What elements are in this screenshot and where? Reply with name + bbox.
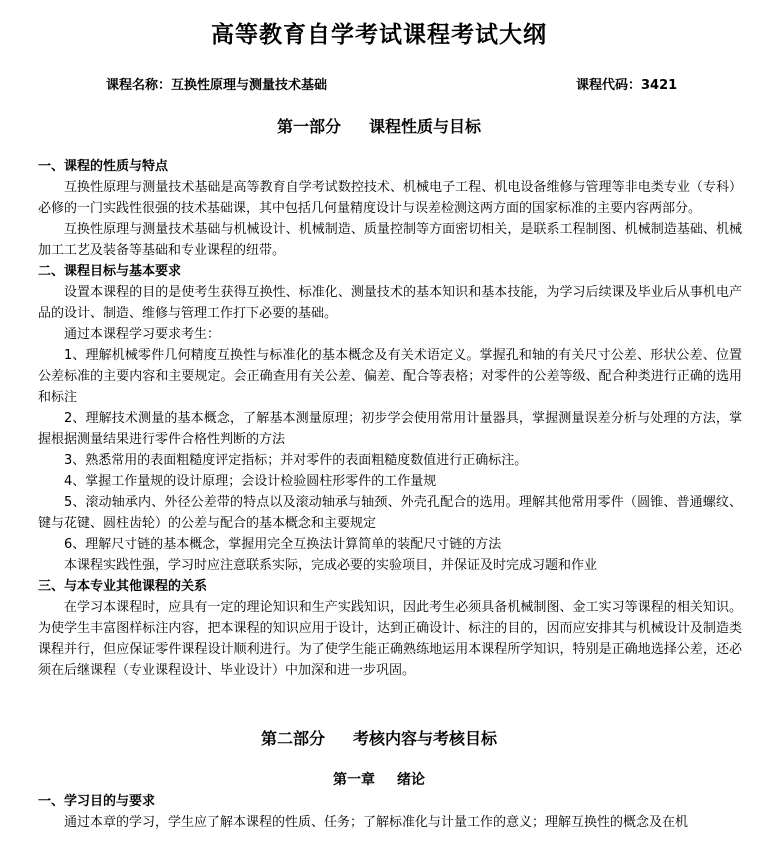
part-two-title: 考核内容与考核目标	[353, 729, 498, 748]
chapter-title: 绪论	[397, 772, 425, 788]
list-item: 3、熟悉常用的表面粗糙度评定指标；并对零件的表面粗糙度数值进行正确标注。	[64, 453, 528, 468]
list-item: 2、理解技术测量的基本概念，了解基本测量原理；初步学会使用常用计量器具，掌握测量误差分析与处理的方法，掌握根据测量结果进行零件合格性判断的方法	[38, 411, 742, 447]
course-code: 课程代码：3421	[576, 78, 678, 93]
list-item: 5、滚动轴承内、外径公差带的特点以及滚动轴承与轴颈、外壳孔配合的选用。理解其他常用零件（圆锥、普通螺纹、键与花键、圆柱齿轮）的公差与配合的基本概念和主要规定	[38, 495, 742, 531]
list-item: 4、掌握工作量规的设计原理；会设计检验圆柱形零件的工作量规	[64, 474, 437, 489]
section-heading: 一、学习目的与要求	[38, 794, 156, 809]
paragraph: 通过本章的学习，学生应了解本课程的性质、任务；了解标准化与计量工作的意义；理解互换性的概念及在机	[64, 815, 689, 830]
section-heading: 一、课程的性质与特点	[38, 159, 169, 174]
list-item: 6、理解尺寸链的基本概念，掌握用完全互换法计算简单的装配尺寸链的方法	[64, 537, 502, 552]
paragraph: 互换性原理与测量技术基础是高等教育自学考试数控技术、机械电子工程、机电设备维修与管理等非电类专业（专科）必修的一门实践性很强的技术基础课，其中包括几何量精度设计与误差检测这两方面的国家标准的主要内容两部分。	[38, 180, 742, 216]
chapter-number: 第一章	[333, 772, 375, 788]
course-name: 课程名称：互换性原理与测量技术基础	[106, 78, 328, 93]
paragraph: 通过本课程学习要求考生：	[64, 327, 221, 342]
section-heading: 二、课程目标与基本要求	[38, 264, 182, 279]
part-one-number: 第一部分	[276, 117, 341, 136]
paragraph: 在学习本课程时，应具有一定的理论知识和生产实践知识，因此考生必须具备机械制图、金工实习等课程的相关知识。为使学生丰富图样标注内容，把本课程的知识应用于设计，达到正确设计、标注的目的，因而应安排其与机械设计及制造类课程并行，但应保证零件课程设计顺利进行。为了使学生能正确熟练地运用本课程所学知识，特别是正确地选择公差，还必须在后继课程（专业课程设计、毕业设计）中加深和进一步巩固。	[38, 600, 742, 678]
part-two-number: 第二部分	[260, 729, 325, 748]
paragraph: 设置本课程的目的是使考生获得互换性、标准化、测量技术的基本知识和基本技能，为学习后续课及毕业后从事机电产品的设计、制造、维修与管理工作打下必要的基础。	[38, 285, 742, 321]
part-one-heading	[0, 114, 758, 137]
chapter-heading	[0, 769, 758, 789]
list-item: 1、理解机械零件几何精度互换性与标准化的基本概念及有关术语定义。掌握孔和轴的有关尺寸公差、形状公差、位置公差标准的主要内容和主要规定。会正确查用有关公差、偏差、配合等表格；对零件的公差等级、配合种类进行正确的选用和标注	[38, 348, 742, 405]
part-two-heading	[0, 726, 758, 749]
section-heading: 三、与本专业其他课程的关系	[38, 579, 208, 594]
document-title: 高等教育自学考试课程考试大纲	[211, 22, 547, 48]
part-one-title: 课程性质与目标	[369, 117, 482, 136]
part-two-body	[38, 791, 742, 833]
part-one-body	[38, 156, 742, 681]
paragraph: 互换性原理与测量技术基础与机械设计、机械制造、质量控制等方面密切相关，是联系工程制图、机械制造基础、机械加工工艺及装备等基础和专业课程的纽带。	[38, 222, 742, 258]
paragraph: 本课程实践性强，学习时应注意联系实际，完成必要的实验项目，并保证及时完成习题和作业	[64, 558, 598, 573]
